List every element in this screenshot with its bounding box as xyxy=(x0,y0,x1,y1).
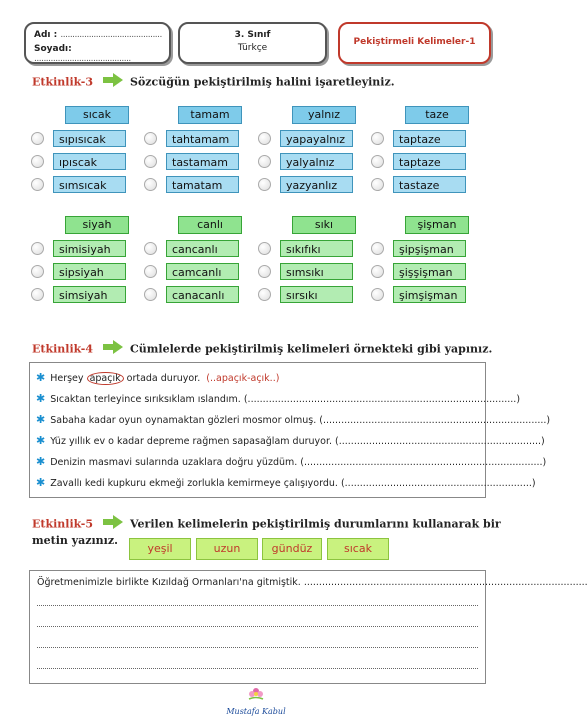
activity3-label: Etkinlik-3 xyxy=(32,75,94,89)
surname-line xyxy=(34,44,169,64)
sentence-text: Sabaha kadar oyun oynamaktan gözleri mosmor olmuş. (..........................................................................) xyxy=(50,415,551,426)
star-icon: ✱ xyxy=(36,476,46,489)
radio-option[interactable] xyxy=(144,132,157,145)
radio-option[interactable] xyxy=(144,242,157,255)
example-after: ortada duruyor. xyxy=(123,373,201,384)
sentence-item xyxy=(36,413,550,426)
radio-option[interactable] xyxy=(144,265,157,278)
sentence-text: Zavallı kedi kupkuru ekmeği zorlukla kemirmeye çalışıyordu. (..............................................................) xyxy=(50,478,536,489)
sentence-item xyxy=(36,392,520,405)
sentence-item xyxy=(36,455,546,468)
word-chip: gündüz xyxy=(262,538,322,560)
radio-option[interactable] xyxy=(371,155,384,168)
option-label[interactable]: sımsıkı xyxy=(280,263,353,280)
word-chip: uzun xyxy=(196,538,258,560)
arrow-right-icon xyxy=(103,515,123,532)
radio-option[interactable] xyxy=(31,178,44,191)
option-label[interactable]: tahtamam xyxy=(166,130,239,147)
category-word: şişman xyxy=(405,216,469,234)
word-chip: yeşil xyxy=(129,538,191,560)
author-logo xyxy=(226,686,286,716)
option-label[interactable]: yalyalnız xyxy=(280,153,353,170)
flower-logo-icon xyxy=(247,687,265,701)
option-label[interactable]: taptaze xyxy=(393,153,466,170)
option-label[interactable]: sırsıkı xyxy=(280,286,353,303)
option-label[interactable]: canacanlı xyxy=(166,286,239,303)
circled-word: apaçık xyxy=(87,372,124,385)
subject-text: Türkçe xyxy=(237,43,268,53)
grade-text: 3. Sınıf xyxy=(234,30,271,40)
activity4-heading xyxy=(32,340,492,359)
option-label[interactable]: ıpıscak xyxy=(53,153,126,170)
arrow-right-icon xyxy=(103,73,123,90)
option-label[interactable]: tastaze xyxy=(393,176,466,193)
writing-line[interactable] xyxy=(37,626,478,627)
star-icon: ✱ xyxy=(36,371,46,384)
activity4-instruction: Cümlelerde pekiştirilmiş kelimeleri örnekteki gibi yapınız. xyxy=(130,342,493,356)
option-label[interactable]: camcanlı xyxy=(166,263,239,280)
radio-option[interactable] xyxy=(31,265,44,278)
radio-option[interactable] xyxy=(371,178,384,191)
radio-option[interactable] xyxy=(31,288,44,301)
first-line-text: Öğretmenimizle birlikte Kızıldağ Ormanları'na gitmiştik. .............................................................................................. xyxy=(37,577,588,588)
author-name: Mustafa Kabul xyxy=(226,707,286,716)
example-sentence xyxy=(36,371,279,384)
radio-option[interactable] xyxy=(31,242,44,255)
radio-option[interactable] xyxy=(258,155,271,168)
word-chip: sıcak xyxy=(327,538,389,560)
option-label[interactable]: şipşişman xyxy=(393,240,466,257)
category-word: sıkı xyxy=(292,216,356,234)
activity3-heading xyxy=(32,73,395,92)
name-line xyxy=(34,30,162,40)
option-label[interactable]: yazyanlız xyxy=(280,176,353,193)
name-label: Adı : xyxy=(34,30,58,40)
radio-option[interactable] xyxy=(371,265,384,278)
radio-option[interactable] xyxy=(144,178,157,191)
sentence-text: Yüz yıllık ev o kadar depreme rağmen sapasağlam duruyor. (...................................................................) xyxy=(50,436,545,447)
radio-option[interactable] xyxy=(371,132,384,145)
option-label[interactable]: simsiyah xyxy=(53,286,126,303)
star-icon: ✱ xyxy=(36,434,46,447)
surname-label: Soyadı: xyxy=(34,44,72,54)
star-icon: ✱ xyxy=(36,413,46,426)
class-info-box xyxy=(178,22,327,64)
student-info-box xyxy=(24,22,171,64)
example-answer: (..apaçık-açık..) xyxy=(206,373,280,384)
page-title: Pekiştirmeli Kelimeler-1 xyxy=(353,37,476,47)
radio-option[interactable] xyxy=(258,265,271,278)
radio-option[interactable] xyxy=(258,288,271,301)
star-icon: ✱ xyxy=(36,392,46,405)
radio-option[interactable] xyxy=(31,155,44,168)
activity5-instruction: Verilen kelimelerin pekiştirilmiş durumlarını kullanarak bir metin yazınız. xyxy=(32,517,501,547)
writing-line[interactable] xyxy=(37,668,478,669)
radio-option[interactable] xyxy=(258,132,271,145)
category-word: siyah xyxy=(65,216,129,234)
option-label[interactable]: sıkıfıkı xyxy=(280,240,353,257)
surname-dots: ......................................... xyxy=(34,54,131,64)
option-label[interactable]: sımsıcak xyxy=(53,176,126,193)
option-label[interactable]: cancanlı xyxy=(166,240,239,257)
activity4-box xyxy=(29,362,551,498)
activity3-instruction: Sözcüğün pekiştirilmiş halini işaretleyiniz. xyxy=(130,75,395,89)
arrow-right-icon xyxy=(103,340,123,357)
option-label[interactable]: şişşişman xyxy=(393,263,466,280)
radio-option[interactable] xyxy=(144,288,157,301)
category-word: yalnız xyxy=(292,106,356,124)
option-label[interactable]: tamatam xyxy=(166,176,239,193)
radio-option[interactable] xyxy=(144,155,157,168)
radio-option[interactable] xyxy=(258,242,271,255)
name-dots: ........................................... xyxy=(60,30,162,40)
sentence-text: Sıcaktan terleyince sırıksıklam ıslandım. (.........................................................................................) xyxy=(50,394,521,405)
category-word: taze xyxy=(405,106,469,124)
example-before: Herşey xyxy=(50,373,87,384)
option-label[interactable]: simisiyah xyxy=(53,240,126,257)
sentence-text: Denizin masmavi sularında uzaklara doğru yüzdüm. (...............................................................................) xyxy=(50,457,547,468)
radio-option[interactable] xyxy=(31,132,44,145)
sentence-item xyxy=(36,434,545,447)
option-label[interactable]: taptaze xyxy=(393,130,466,147)
title-box xyxy=(338,22,491,64)
option-label[interactable]: sipsiyah xyxy=(53,263,126,280)
option-label[interactable]: yapayalnız xyxy=(280,130,353,147)
option-label[interactable]: şimşişman xyxy=(393,286,466,303)
sentence-item xyxy=(36,476,536,489)
writing-line[interactable] xyxy=(37,647,478,648)
category-word: tamam xyxy=(178,106,242,124)
activity5-label: Etkinlik-5 xyxy=(32,517,94,531)
option-label[interactable]: tastamam xyxy=(166,153,239,170)
category-word: sıcak xyxy=(65,106,129,124)
writing-line[interactable] xyxy=(37,605,478,606)
category-word: canlı xyxy=(178,216,242,234)
activity4-label: Etkinlik-4 xyxy=(32,342,94,356)
radio-option[interactable] xyxy=(371,242,384,255)
radio-option[interactable] xyxy=(371,288,384,301)
radio-option[interactable] xyxy=(258,178,271,191)
option-label[interactable]: sıpısıcak xyxy=(53,130,126,147)
activity5-writing-box xyxy=(29,570,588,684)
star-icon: ✱ xyxy=(36,455,46,468)
